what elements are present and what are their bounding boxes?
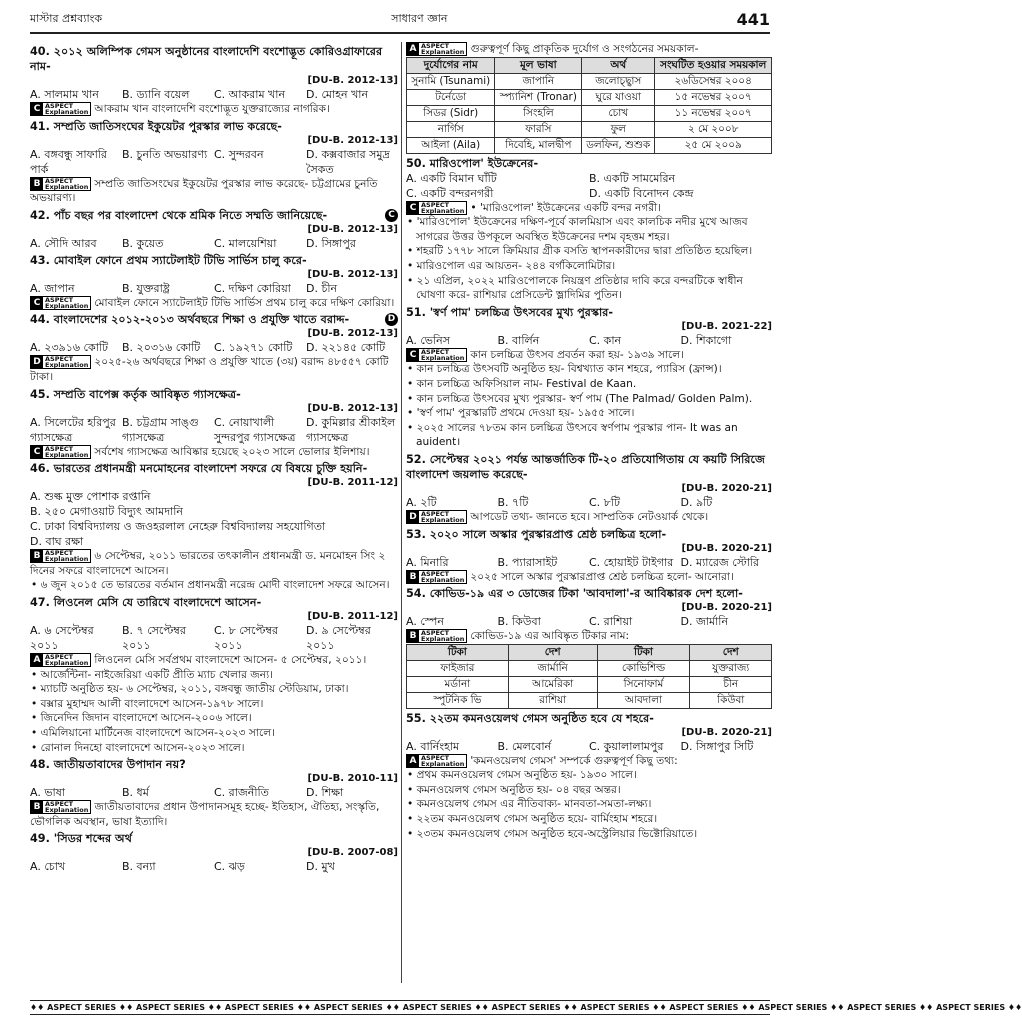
question-block [406,527,772,585]
bullet-point: • কমনওয়েলথ গেমস এর নীতিবাক্য- মানবতা-সমতা-লক্ষ্য। [407,798,652,811]
option: B. মেলবোর্ন [497,739,552,753]
badge-answer-letter: B [31,801,43,813]
aspect-explanation-badge [30,102,91,116]
question-block [406,156,772,303]
option: B. ধর্ম [122,786,149,800]
table-cell: কোভিশিল্ড [597,660,690,676]
option: A. মিনারি [406,555,449,569]
table-cell: জলোচ্ছ্বাস [582,73,655,89]
badge-label [43,550,90,562]
option: D. কুমিল্লার শ্রীকাইল গ্যাসক্ষেত্র [306,415,396,444]
question-source: [DU-B. 2010-11] [307,773,398,785]
badge-label [419,349,466,361]
aspect-explanation-badge [30,355,91,369]
option: D. শিকাগো [680,333,732,347]
options [406,171,772,201]
aspect-explanation-badge [30,549,91,563]
badge-word: Explanation [421,759,465,768]
option: A. শুল্ক মুক্ত পোশাক রপ্তানি [30,490,151,504]
table-intro: A ASPECT Explanation গুরুত্বপূর্ণ কিছু প্রাকৃতিক দুর্যোগ ও সংগঠনের সময়কাল- [406,42,772,57]
option: B. চট্টগ্রাম সাঙ্গু গ্যাসক্ষেত্র [122,415,199,444]
option: D. ২২১৪৫ কোটি [306,341,386,355]
question-text: 46. ভারতের প্রধানমন্ত্রী মনমোহনের বাংলাদেশ সফরে যে বিষয়ে চুক্তি হয়নি- [30,462,368,476]
table-cell: রাশিয়া [508,692,597,708]
badge-answer-letter: A [407,755,419,767]
question-block [30,119,398,206]
badge-word: ASPECT [421,200,450,209]
right-column [406,42,772,983]
question-source: [DU-B. 2011-12] [307,610,398,622]
bullet-point: • ম্যাচটি অনুষ্ঠিত হয়- ৬ সেপ্টেম্বর, ২০১১, বঙ্গবন্ধু জাতীয় স্টেডিয়াম, ঢাকা। [31,683,349,696]
explanation: B ASPECT Explanation কোভিড-১৯ এর আবিষ্কৃত টিকার নাম: [406,629,772,644]
bullet-point: • বক্সার মুহাম্মদ আলী বাংলাদেশে আসেন-১৯৭৮ সালে। [31,697,264,710]
bullet-point: • কান চলচ্চিত্র অফিসিয়াল নাম- Festival de Kaan. [407,377,637,390]
badge-answer-letter: D [407,511,419,523]
table-row [407,89,772,105]
question-block [30,208,398,251]
table-cell: ফারসি [495,121,582,137]
option: C. ঢাকা বিশ্ববিদ্যালয় ও জওহরলাল নেহেরু বিশ্ববিদ্যালয় সহযোগিতা [30,520,326,534]
badge-word: ASPECT [421,629,450,638]
question-text: 55. ২২তম কমনওয়েলথ গেমস অনুষ্ঠিত হবে যে শহরে- [406,711,654,725]
bullet-point: • ২৩তম কমনওয়েলথ গেমস অনুষ্ঠিত হবে-অস্ট্রেলিয়ার ভিক্টোরিয়াতে। [407,827,698,840]
aspect-explanation-badge [30,800,91,814]
badge-word: ASPECT [45,102,74,110]
question-text: 52. সেপ্টেম্বর ২০২১ পর্যন্ত আন্তর্জাতিক টি-২০ প্রতিযোগিতায় যে কয়টি সিরিজে বাংলাদেশ জয়লাভ করেছে- [406,452,766,481]
option: C. ঝড় [214,860,245,874]
badge-answer-letter: B [407,571,419,583]
option: B. প্যারাসাইট [497,555,558,569]
option: A. একটি বিমান ঘাঁটি [406,171,497,185]
table-cell: ১৫ নভেম্বর ২০০৭ [655,89,772,105]
option: C. সুন্দরবন [214,147,264,161]
badge-answer-letter: C [407,349,419,361]
table-cell: ১১ নভেম্বর ২০০৭ [655,105,772,121]
question-block [30,461,398,593]
badge-label [43,178,90,190]
badge-label [419,755,466,767]
option: B. ২৫০ মেগাওয়াট বিদ্যুৎ আমদানি [30,505,183,519]
question-source: [DU-B. 2012-13] [307,328,398,340]
aspect-explanation-badge [406,754,467,768]
bullet-point: • আর্জেন্টিনা- নাইজেরিয়া একটি প্রীতি ম্যাচ খেলার জন্য। [31,668,273,681]
badge-word: Explanation [45,361,89,370]
question-text: 43. মোবাইল ফোনে প্রথম স্যাটেলাইট টিভি সার্ভিস চালু করে- [30,253,307,267]
badge-word: ASPECT [45,800,74,809]
table-cell: জাপানি [495,73,582,89]
option: B. একটি সামমেরিন [589,171,676,185]
table-row [407,121,772,137]
explanation: C ASPECT Explanation সর্বশেষ গ্যাসক্ষেত্র আবিষ্কার হয়েছে ২০২৩ সালে ভোলার ইলিশায়। [30,445,398,460]
table-cell: আইলা (Aila) [407,137,495,153]
question-source: [DU-B. 2020-21] [681,482,772,494]
options [406,614,772,629]
options [30,87,398,102]
badge-answer-letter: B [31,550,43,562]
option: C. নোয়াখালী সুন্দরপুর গ্যাসক্ষেত্র [214,415,296,444]
bullet-point: • মারিওপোল এর আয়তন- ২৪৪ বর্গকিলোমিটার। [407,259,616,272]
option: D. মুখ [306,860,335,874]
explanation: C ASPECT Explanation • 'মারিওপোল' ইউক্রেনের একটি বন্দর নগরী। [406,201,772,216]
option: D. চীন [306,281,338,295]
table-header: টিকা [407,644,509,660]
option: A. ৬ সেপ্টেম্বর ২০১১ [30,623,94,652]
badge-label [419,571,466,583]
options [30,859,398,874]
question-source: [DU-B. 2020-21] [681,602,772,614]
option: B. চুনতি অভয়ারণ্য [122,147,208,161]
badge-answer-letter: C [31,297,43,309]
option: D. ৯টি [680,495,713,509]
question-text: 48. জাতীয়তাবাদের উপাদান নয়? [30,758,186,772]
aspect-explanation-badge [406,201,467,215]
badge-label [419,511,466,523]
badge-answer-letter: B [31,178,43,190]
table-row [407,137,772,153]
badge-label [419,630,466,642]
left-column [30,42,398,983]
footer-band: ♦♦ ASPECT SERIES ♦♦ ASPECT SERIES ♦♦ ASPECT SERIES ♦♦ ASPECT SERIES ♦♦ ASPECT SERIES ♦♦ ASPECT SERIES ♦♦ ASPECT SERIES ♦♦ ASPECT SERIES ♦♦ ASPECT SERIES ♦♦ ASPECT SERIES ♦♦ ASPECT SERIES ♦♦ [30,1000,770,1015]
question-source: [DU-B. 2012-13] [307,268,398,280]
bullet-point: • ২২তম কমনওয়েলথ গেমস অনুষ্ঠিত হয়ে- বার্মিংহাম শহরে। [407,813,658,826]
badge-word: Explanation [421,635,465,644]
explanation: C ASPECT Explanation মোবাইল ফোনে স্যাটেলাইট টিভি সার্ভিস প্রথম চালু করে দক্ষিণ কোরিয়া। [30,296,398,311]
option: B. কুয়েত [122,236,164,250]
badge-answer-letter: A [407,43,419,55]
option: D. একটি বিনোদন কেন্দ্র [589,186,694,200]
badge-word: ASPECT [45,295,74,304]
option: B. ৭ সেপ্টেম্বর ২০১১ [122,623,186,652]
option: C. একটি বন্দরনগরী [406,186,494,200]
badge-label [419,202,466,214]
question-source: [DU-B. 2020-21] [681,726,772,738]
question-source: [DU-B. 2020-21] [681,542,772,554]
badge-label [43,297,90,309]
question-text: 41. সম্প্রতি জাতিসংঘের ইকুয়েটর পুরস্কার লাভ করেছে- [30,119,282,133]
option: A. সিলেটের হরিপুর গ্যাসক্ষেত্র [30,415,116,444]
question-text: 49. 'সিডর শব্দের অর্থ [30,832,132,846]
question-text: D 44. বাংলাদেশের ২০১২-২০১৩ অর্থবছরে শিক্ষা ও প্রযুক্তি খাতে বরাদ্দ- [30,312,398,327]
options [30,281,398,296]
options [30,236,398,251]
explanation: B ASPECT Explanation ৬ সেপ্টেম্বর, ২০১১ ভারতের তৎকালীন প্রধানমন্ত্রী ড. মনমোহন সিং ২ দিনের সফরে বাংলাদেশে আসেন। [30,549,386,577]
table-row [407,676,772,692]
table-row [407,73,772,89]
aspect-explanation-badge [30,445,91,459]
table-cell: কিউবা [690,692,772,708]
question-block [406,452,772,525]
explanation: B ASPECT Explanation জাতীয়তাবাদের প্রধান উপাদানসমূহ হচ্ছে- ইতিহাস, ঐতিহ্য, সংস্কৃতি, ভৌগলিক অবস্থান, ভাষা ইত্যাদি। [30,800,380,828]
table-cell: সিনোফার্ম [597,676,690,692]
question-block [30,253,398,311]
aspect-explanation-badge [406,510,467,524]
badge-answer-letter: C [31,103,43,115]
option: B. ২০৩১৬ কোটি [122,341,201,355]
badge-word: Explanation [45,658,89,667]
table-cell: ফুল [582,121,655,137]
question-block [406,586,772,644]
table-header: সংঘটিত হওয়ার সময়কাল [655,57,772,73]
option: D. শিক্ষা [306,786,344,800]
bullet-point: • 'মারিওপোল' ইউক্রেনের দক্ষিণ-পূর্বে কালমিয়াস এবং কালচিক নদীর মুখে আজব সাগরের উত্তর উপকূলে অবস্থিত ইউক্রেনের দশম বৃহত্তম শহর। [407,216,748,243]
answer-mark: D [385,313,398,326]
badge-answer-letter: C [407,202,419,214]
badge-label [43,103,90,115]
option: B. কিউবা [497,615,541,629]
table-row [407,105,772,121]
option: D. জার্মানি [680,615,729,629]
question-text: C 42. পাঁচ বছর পর বাংলাদেশ থেকে শ্রমিক নিতে সম্মতি জানিয়েছে- [30,208,398,223]
option: A. ২টি [406,495,437,509]
options [30,489,398,549]
badge-answer-letter: B [407,630,419,642]
page-header [30,8,770,34]
explanation: B ASPECT Explanation ২০২৫ সালে অস্কার পুরস্কারপ্রাপ্ত শ্রেষ্ঠ চলচ্চিত্র হলো- আনোরা। [406,570,772,585]
option: C. ৮টি [589,495,620,509]
question-text: 45. সম্প্রতি বাপেক্স কর্তৃক আবিষ্কৃত গ্যাসক্ষেত্র- [30,387,241,401]
table-cell: মর্ডানা [407,676,509,692]
badge-word: Explanation [45,806,89,815]
option: A. ভাষা [30,786,65,800]
badge-word: Explanation [421,353,465,362]
option: D. মোহন খান [306,88,369,101]
badge-word: Explanation [45,450,89,459]
table-cell: সিডর (Sidr) [407,105,495,121]
bullet-point: • প্রথম কমনওয়েলথ গেমস অনুষ্ঠিত হয়- ১৯৩০ সালে। [407,769,637,782]
table-cell: জার্মানি [508,660,597,676]
question-block [406,305,772,450]
vaccine-table [406,644,772,709]
option: C. রাজনীতি [214,786,269,800]
badge-word: ASPECT [45,549,74,558]
question-block [30,757,398,829]
question-source: [DU-B. 2012-13] [307,134,398,146]
table-cell: আমেরিকা [508,676,597,692]
aspect-explanation-badge [406,629,467,643]
badge-label [43,801,90,813]
table-header: দেশ [690,644,772,660]
option: B. যুক্তরাষ্ট্র [122,281,170,295]
explanation: C ASPECT Explanation কান চলচ্চিত্র উৎসব প্রবর্তন করা হয়- ১৯৩৯ সালে। [406,348,772,363]
options [406,333,772,348]
explanation: B ASPECT Explanation সম্প্রতি জাতিসংঘের ইকুয়েটর পুরস্কার লাভ করেছে- চট্টগ্রামের চুনতি অভয়ারণ্য। [30,176,378,205]
answer-mark: C [385,209,398,222]
aspect-explanation-badge [406,348,467,362]
aspect-explanation-badge [406,42,467,56]
bullet-point: • কান চলচ্চিত্র উৎসবের মুখ্য পুরস্কার- স্বর্ণ পাম (The Palmad/ Golden Palm). [407,392,753,405]
options [406,555,772,570]
option: D. ম্যারেজ স্টোরি [680,555,760,569]
table-cell: চীন [690,676,772,692]
question-text: 40. ২০১২ অলিম্পিক গেমস অনুষ্ঠানের বাংলাদেশি বংশোদ্ভূত কোরিওগ্রাফারের নাম- [30,45,383,73]
table-header: অর্থ [582,57,655,73]
option: A. বার্নিংহাম [406,739,460,753]
option: D. কক্সবাজার সমুদ্র সৈকত [306,147,390,176]
question-block [30,595,398,755]
option: A. সালমাম খান [30,88,99,101]
badge-word: Explanation [421,575,465,584]
explanation: D ASPECT Explanation ২০২৫-২৬ অর্থবছরে শিক্ষা ও প্রযুক্তি খাতে (৩য়) বরাদ্দ ৪৮৫৫৭ কোটি টাকা। [30,355,389,383]
header-subject: সাধারণ জ্ঞান [391,12,448,25]
table-cell: সুনামি (Tsunami) [407,73,495,89]
table-header: দুর্যোগের নাম [407,57,495,73]
question-source: [DU-B. 2012-13] [307,75,398,86]
badge-word: Explanation [45,301,89,310]
option: A. সৌদি আরব [30,236,97,250]
table-cell: ২ মে ২০০৮ [655,121,772,137]
question-block [30,44,398,117]
explanation: A ASPECT Explanation লিওনেল মেসি সর্বপ্রথম বাংলাদেশে আসেন- ৫ সেপ্টেম্বর, ২০১১। [30,653,398,668]
badge-word: ASPECT [421,569,450,578]
option: D. ৯ সেপ্টেম্বর ২০১১ [306,623,371,652]
badge-word: ASPECT [45,355,74,364]
option: B. ড্যানি বয়েল [122,88,190,101]
badge-word: Explanation [45,182,89,191]
option: B. ৭টি [497,495,529,509]
option: B. বন্যা [122,860,156,874]
bullet-point: • 'স্বর্ণ পাম' পুরস্কারটি প্রথমে দেওয়া হয়- ১৯৫৫ সালে। [407,407,635,420]
option: A. বঙ্গবন্ধু সাফারি পার্ক [30,147,107,176]
table-cell: চোখ [582,105,655,121]
option: D. সিঙ্গাপুর [306,236,356,250]
disaster-table [406,57,772,154]
aspect-explanation-badge [30,296,91,310]
bullet-point: • রোনাল দিনহো বাংলাদেশে আসেন-২০২৩ সালে। [31,741,245,754]
question-block [30,387,398,460]
option: D. বাঘ রক্ষা [30,535,84,549]
column-divider [401,42,402,983]
explanation: D ASPECT Explanation আপডেট তথ্য- জানতে হবে। সাম্প্রতিক নেটওয়ার্ক থেকে। [406,510,772,525]
option: B. বার্লিন [497,333,540,347]
table-row [407,692,772,708]
options [406,739,772,754]
table-cell: ঘুরে যাওয়া [582,89,655,105]
bullet-point: • ৬ জুন ২০১৫ তে ভারতের বর্তমান প্রধানমন্ত্রী নরেন্দ্র মোদী বাংলাদেশ সফরে আসেন। [31,579,390,592]
question-text: 51. 'স্বর্ণ পাম' চলচ্চিত্র উৎসবের মুখ্য পুরস্কার- [406,305,614,319]
options [30,147,398,177]
question-source: [DU-B. 2012-13] [307,402,398,414]
badge-answer-letter: D [31,356,43,368]
option: D. সিঙ্গাপুর সিটি [680,739,754,753]
table-cell: স্প্যানিশ (Tronar) [495,89,582,105]
explanation: A ASPECT Explanation 'কমনওয়েলথ গেমস' সম্পর্কে গুরুত্বপূর্ণ কিছু তথ্য: [406,754,772,769]
table-cell: টর্নেডো [407,89,495,105]
question-source: [DU-B. 2021-22] [681,320,772,332]
bullet-point: • জিনেদিন জিদান বাংলাদেশে আসেন-২০০৬ সালে। [31,712,252,725]
options [30,340,398,355]
table-cell: ২৫ মে ২০০৯ [655,137,772,153]
option: C. রাশিয়া [589,615,633,629]
badge-answer-letter: A [31,654,43,666]
badge-answer-letter: C [31,446,43,458]
badge-label [43,446,90,458]
aspect-explanation-badge [406,570,467,584]
option: A. স্পেন [406,615,444,629]
option: C. হোয়াইট টাইগার [589,555,674,569]
bullet-point: • ২০২৫ সালের ৭৮তম কান চলচ্চিত্র উৎসবে স্বর্ণপাম পুরস্কার পান- It was an auident। [407,421,738,449]
option: A. ভেনিস [406,333,450,347]
bullet-point: • এমিলিয়ানো মার্টিনেজ বাংলাদেশে আসেন-২০২৩ সালে। [31,726,275,739]
table-row [407,660,772,676]
option: C. দক্ষিণ কোরিয়া [214,281,291,295]
options [30,623,398,653]
table-cell: নার্গিস [407,121,495,137]
option: C. ১৯২৭১ কোটি [214,341,293,355]
badge-word: Explanation [421,206,465,215]
table-cell: ফাইজার [407,660,509,676]
bullet-point: • শহরটি ১৭৭৮ সালে ক্রিমিয়ার গ্রীক বসতি স্থাপনকারীদের দ্বারা প্রতিষ্ঠিত হয়েছিল। [407,245,753,258]
option: C. ৮ সেপ্টেম্বর ২০১১ [214,623,279,652]
explanation: C ASPECT Explanation আকরাম খান বাংলাদেশি বংশোদ্ভূত যুক্তরাজ্যের নাগরিক। [30,102,398,117]
badge-word: ASPECT [45,176,74,185]
option: C. আকরাম খান [214,88,286,101]
badge-word: ASPECT [45,444,74,453]
badge-word: ASPECT [421,347,450,356]
table-header: টিকা [597,644,690,660]
badge-label [419,43,466,55]
table-cell: যুক্তরাজ্য [690,660,772,676]
aspect-explanation-badge [30,653,91,667]
question-block [30,831,398,874]
badge-word: Explanation [421,48,465,56]
table-cell: আবদালা [597,692,690,708]
badge-word: Explanation [45,555,89,564]
option: C. কুয়ালালামপুর [589,739,664,753]
question-block [406,711,772,842]
bullet-point: • ২১ এপ্রিল, ২০২২ মারিওপোলকে নিয়ন্ত্রণ প্রতিষ্ঠার দাবি করে বন্দরটিকে স্বাধীন ঘোষণা করে- রাশিয়ার প্রেসিডেন্ট ভ্লাদিমির পুতিন। [407,274,743,302]
badge-word: ASPECT [421,509,450,518]
badge-word: Explanation [45,108,89,116]
table-cell: স্পুটনিক ভি [407,692,509,708]
badge-word: ASPECT [45,652,74,661]
table-cell: ২৬ডিসেম্বর ২০০৪ [655,73,772,89]
table-header: মূল ভাষা [495,57,582,73]
question-text: 50. মারিওপোল' ইউক্রেনের- [406,156,539,170]
question-text: 53. ২০২০ সালে অস্কার পুরস্কারপ্রাপ্ত শ্রেষ্ঠ চলচ্চিত্র হলো- [406,527,667,541]
question-text: 47. লিওনেল মেসি যে তারিখে বাংলাদেশে আসেন- [30,595,262,609]
question-source: [DU-B. 2007-08] [307,847,398,859]
aspect-explanation-badge [30,177,91,191]
table-header: দেশ [508,644,597,660]
option: A. চোখ [30,860,66,874]
options [30,785,398,800]
badge-word: ASPECT [421,42,450,50]
options [30,415,398,445]
question-block [30,312,398,384]
page-number: 441 [736,10,770,29]
question-text: 54. কোভিড-১৯ এর ৩ ডোজের টিকা 'আবদালা'-র আবিষ্কারক দেশ হলো- [406,587,743,601]
option: A. জাপান [30,281,75,295]
badge-label [43,356,90,368]
options [406,495,772,510]
table-cell: ডলফিন, শুশুক [582,137,655,153]
badge-label [43,654,90,666]
badge-word: ASPECT [421,753,450,762]
option: C. কান [589,333,622,347]
badge-word: Explanation [421,515,465,524]
question-source: [DU-B. 2011-12] [307,477,398,489]
bullet-point: • কান চলচ্চিত্র উৎসবটি অনুষ্ঠিত হয়- বিশ্বখ্যাত কান শহরে, প্যারিস (ফ্রান্স)। [407,363,722,376]
question-source: [DU-B. 2012-13] [307,223,398,235]
table-cell: দিবেহি, মালদ্বীপ [495,137,582,153]
bullet-point: • কমনওয়েলথ গেমস অনুষ্ঠিত হয়- ০৪ বছর অন্তর। [407,783,621,796]
table-cell: সিংহলি [495,105,582,121]
header-book-title: মাস্টার প্রশ্নব্যাংক [30,12,103,25]
option: C. মালয়েশিয়া [214,236,277,250]
option: A. ২৩৯১৬ কোটি [30,341,109,355]
